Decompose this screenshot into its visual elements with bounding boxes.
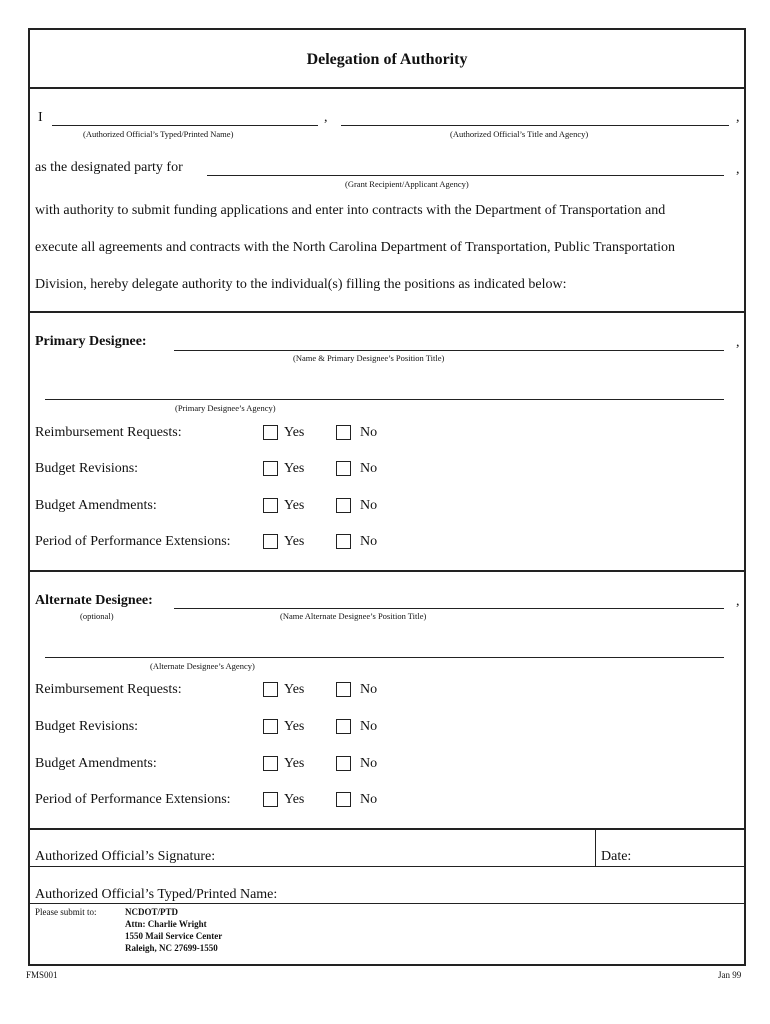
official-name-caption: (Authorized Official’s Typed/Printed Name) [83,129,234,139]
primary-budget-amendments-yes-checkbox[interactable] [263,498,278,513]
submit-label: Please submit to: [35,907,97,917]
primary-performance-extensions-label: Period of Performance Extensions: [35,534,231,549]
primary-agency-field[interactable] [45,399,724,400]
alternate-reimbursement-label: Reimbursement Requests: [35,682,182,697]
divider [28,866,746,867]
alternate-optional-note: (optional) [80,611,114,621]
yes-label: Yes [284,682,305,697]
submit-address: 1550 Mail Service Center [125,931,223,941]
alternate-agency-field[interactable] [45,657,724,658]
official-title-field[interactable] [341,125,729,126]
designated-label: as the designated party for [35,160,183,175]
alternate-budget-revisions-no-checkbox[interactable] [336,719,351,734]
primary-budget-revisions-no-checkbox[interactable] [336,461,351,476]
primary-performance-extensions-no-checkbox[interactable] [336,534,351,549]
alternate-budget-revisions-label: Budget Revisions: [35,719,139,734]
primary-name-caption: (Name & Primary Designee’s Position Title) [293,353,445,363]
yes-label: Yes [284,461,305,476]
primary-reimbursement-label: Reimbursement Requests: [35,425,182,440]
no-label: No [360,461,378,476]
primary-budget-revisions-label: Budget Revisions: [35,461,139,476]
date-field[interactable] [642,836,742,864]
alternate-reimbursement-no-checkbox[interactable] [336,682,351,697]
signature-field[interactable] [240,836,590,864]
primary-budget-amendments-no-checkbox[interactable] [336,498,351,513]
divider [28,570,746,572]
comma: , [736,110,740,125]
divider [28,87,746,89]
primary-reimbursement-yes-checkbox[interactable] [263,425,278,440]
alternate-name-caption: (Name Alternate Designee’s Position Title) [280,611,427,621]
printed-name-label: Authorized Official’s Typed/Printed Name: [35,887,278,902]
primary-designee-label: Primary Designee: [35,334,147,349]
primary-budget-amendments-label: Budget Amendments: [35,498,157,513]
primary-agency-caption: (Primary Designee’s Agency) [175,403,276,413]
official-name-field[interactable] [52,125,318,126]
alternate-budget-revisions-yes-checkbox[interactable] [263,719,278,734]
primary-name-field[interactable] [174,350,724,351]
grant-recipient-field[interactable] [207,175,724,176]
grant-recipient-caption: (Grant Recipient/Applicant Agency) [345,179,469,189]
yes-label: Yes [284,498,305,513]
yes-label: Yes [284,719,305,734]
signature-label: Authorized Official’s Signature: [35,849,216,864]
alternate-performance-extensions-label: Period of Performance Extensions: [35,792,231,807]
comma: , [736,162,740,177]
yes-label: Yes [284,792,305,807]
yes-label: Yes [284,534,305,549]
divider [28,903,746,904]
no-label: No [360,534,378,549]
submit-attn: Attn: Charlie Wright [125,919,207,929]
divider [28,311,746,313]
primary-budget-revisions-yes-checkbox[interactable] [263,461,278,476]
divider [28,828,746,830]
no-label: No [360,425,378,440]
alternate-budget-amendments-label: Budget Amendments: [35,756,157,771]
comma: , [324,110,328,125]
authority-text-line1: with authority to submit funding applications and enter into contracts with the Department of Transportation and [35,203,666,218]
alternate-budget-amendments-no-checkbox[interactable] [336,756,351,771]
primary-reimbursement-no-checkbox[interactable] [336,425,351,440]
no-label: No [360,719,378,734]
no-label: No [360,498,378,513]
date-label: Date: [601,849,632,864]
comma: , [736,594,740,609]
submit-city: Raleigh, NC 27699-1550 [125,943,218,953]
form-date: Jan 99 [718,970,742,980]
yes-label: Yes [284,425,305,440]
alternate-performance-extensions-no-checkbox[interactable] [336,792,351,807]
primary-performance-extensions-yes-checkbox[interactable] [263,534,278,549]
alternate-agency-caption: (Alternate Designee’s Agency) [150,661,255,671]
submit-org: NCDOT/PTD [125,907,179,917]
form-title: Delegation of Authority [306,51,468,68]
alternate-reimbursement-yes-checkbox[interactable] [263,682,278,697]
authority-text-line2: execute all agreements and contracts with the North Carolina Department of Transportation, Public Transportation [35,240,675,255]
alternate-name-field[interactable] [174,608,724,609]
no-label: No [360,792,378,807]
form-id: FMS001 [26,970,58,980]
alternate-performance-extensions-yes-checkbox[interactable] [263,792,278,807]
alternate-budget-amendments-yes-checkbox[interactable] [263,756,278,771]
printed-name-field[interactable] [305,876,735,902]
divider [595,829,596,866]
no-label: No [360,682,378,697]
alternate-designee-label: Alternate Designee: [35,593,153,608]
official-title-caption: (Authorized Official’s Title and Agency) [450,129,589,139]
comma: , [736,335,740,350]
no-label: No [360,756,378,771]
authority-text-line3: Division, hereby delegate authority to the individual(s) filling the positions as indicated below: [35,277,567,292]
yes-label: Yes [284,756,305,771]
intro-pronoun: I [38,110,43,125]
